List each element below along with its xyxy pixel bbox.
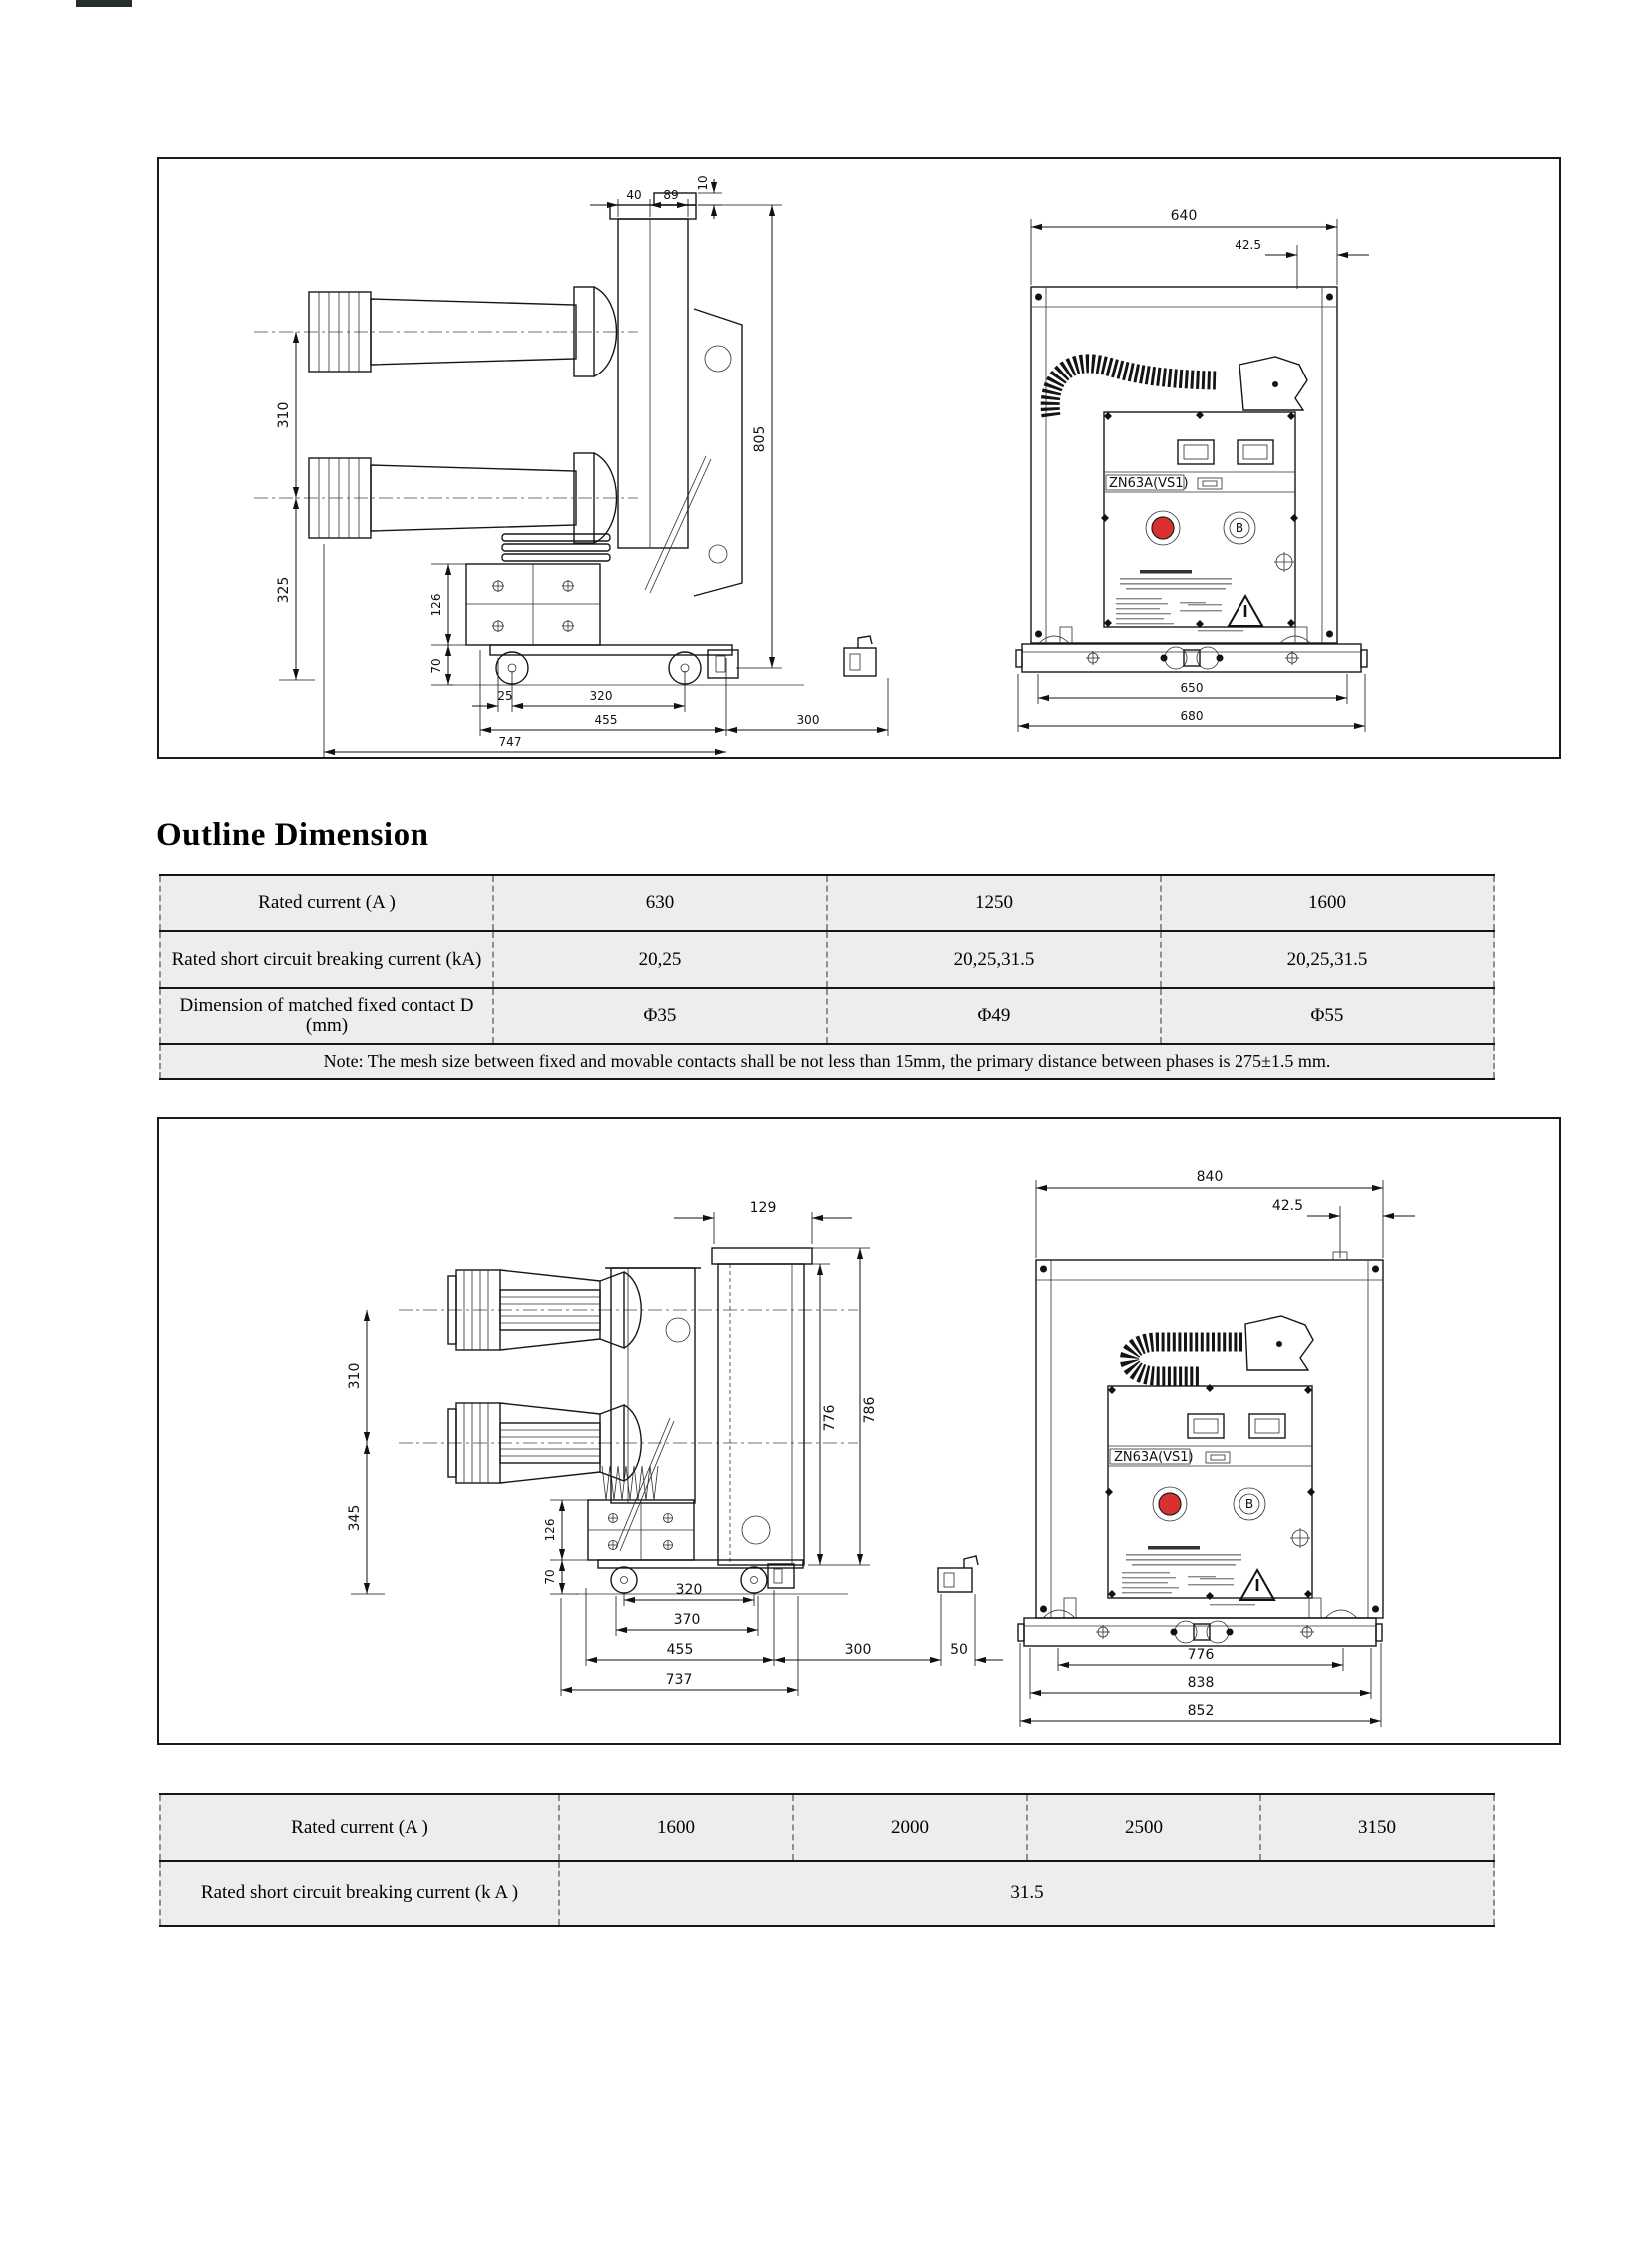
value-cell: 2500 [1027, 1794, 1260, 1861]
dim-label: 50 [950, 1642, 968, 1658]
open-close-red-button [1159, 1493, 1181, 1515]
row-label-cell: Rated short circuit breaking current (k A ) [160, 1861, 559, 1926]
figure1-side-view [254, 175, 888, 758]
dim-label: 25 [497, 689, 513, 703]
dim-label: 126 [429, 593, 443, 617]
door-bolts [1101, 411, 1298, 628]
figure2-front-view [1018, 1169, 1415, 1727]
dim-label: 776 [822, 1404, 838, 1432]
corrugated-conduit [1130, 1342, 1243, 1376]
value-cell: 20,25,31.5 [1161, 931, 1494, 988]
value-cell: 20,25 [493, 931, 827, 988]
dim-label: 300 [844, 1642, 872, 1658]
dim-label: 455 [594, 713, 618, 727]
figure1-front-view [1016, 208, 1369, 732]
table-note: Note: The mesh size between fixed and movable contacts shall be not less than 15mm, the primary distance between phases is 275±1.5 mm. [160, 1044, 1494, 1079]
value-cell-span: 31.5 [559, 1861, 1494, 1926]
figure2-side-view [347, 1200, 1003, 1696]
figure1-outline-drawing-630-1600A [157, 157, 1561, 759]
dim-label: 126 [543, 1518, 557, 1542]
table-row [160, 1794, 1494, 1861]
dial-label: B [1235, 521, 1244, 535]
corrugated-conduit [1050, 364, 1216, 416]
value-cell: 1250 [827, 875, 1161, 931]
dim-label: 640 [1170, 208, 1198, 224]
dim-label: 805 [752, 425, 768, 453]
value-cell: 3150 [1260, 1794, 1494, 1861]
dim-label: 10 [696, 175, 710, 191]
value-cell: 1600 [559, 1794, 793, 1861]
nameplate-text-block [1122, 1546, 1241, 1593]
table-row [160, 1861, 1494, 1926]
interlock-accessory [844, 636, 876, 676]
dim-label: 40 [626, 188, 642, 202]
dim-label: 89 [663, 188, 679, 202]
table-note-row [160, 1044, 1494, 1079]
dim-label: 852 [1187, 1703, 1215, 1719]
value-cell: 20,25,31.5 [827, 931, 1161, 988]
outline-dimension-table-1 [159, 874, 1495, 1080]
row-label-cell [160, 988, 493, 1044]
value-cell: 630 [493, 875, 827, 931]
dim-label: 300 [796, 713, 820, 727]
door-bolts [1105, 1384, 1315, 1600]
table-row [160, 875, 1494, 931]
dim-label: 42.5 [1235, 238, 1261, 252]
mounting-holes [608, 1513, 673, 1550]
table-row [160, 988, 1494, 1044]
dim-label: 747 [498, 735, 522, 749]
row-label-line1: Dimension of matched fixed contact D [179, 995, 474, 1017]
figure2-outline-drawing-1600-3150A [157, 1117, 1561, 1745]
dim-label: 129 [749, 1200, 777, 1216]
warning-triangle-icon [1196, 1570, 1274, 1605]
nameplate-text-block [1116, 570, 1232, 624]
interlock-accessory [938, 1556, 978, 1592]
dim-label: 838 [1187, 1675, 1215, 1691]
table-row [160, 931, 1494, 988]
dim-label: 310 [347, 1362, 363, 1390]
row-label-cell: Rated current (A ) [160, 875, 493, 931]
dim-label: 310 [276, 401, 292, 429]
dim-label: 786 [862, 1396, 878, 1424]
dim-label: 325 [276, 576, 292, 604]
dim-label: 370 [673, 1612, 701, 1628]
value-cell: 2000 [793, 1794, 1027, 1861]
scan-artifact-mark [76, 0, 132, 7]
row-label-line2: (mm) [305, 1015, 349, 1036]
nameplate-model-label: ZN63A(VS1) [1114, 1450, 1194, 1465]
dim-label: 320 [589, 689, 613, 703]
open-close-red-button [1152, 517, 1174, 539]
value-cell: Φ49 [827, 988, 1161, 1044]
warning-triangle-icon [1184, 596, 1262, 631]
dim-label: 320 [675, 1582, 703, 1598]
value-cell: Φ55 [1161, 988, 1494, 1044]
dial-label: B [1244, 1497, 1254, 1511]
dim-label: 680 [1180, 709, 1204, 723]
dim-label: 455 [666, 1642, 694, 1658]
value-cell: 1600 [1161, 875, 1494, 931]
dim-label: 776 [1187, 1647, 1215, 1663]
nameplate-model-label: ZN63A(VS1) [1109, 476, 1189, 491]
dim-label: 70 [543, 1569, 557, 1585]
row-label-cell: Rated current (A ) [160, 1794, 559, 1861]
dim-label: 42.5 [1271, 1198, 1303, 1214]
dim-label: 345 [347, 1504, 363, 1532]
value-cell: Φ35 [493, 988, 827, 1044]
dim-label: 737 [665, 1672, 693, 1688]
section-heading: Outline Dimension [156, 817, 429, 853]
row-label-cell: Rated short circuit breaking current (kA) [160, 931, 493, 988]
dim-label: 840 [1196, 1169, 1224, 1185]
dim-label: 650 [1180, 681, 1204, 695]
dim-label: 70 [429, 658, 443, 674]
rated-current-table-2 [159, 1793, 1495, 1927]
